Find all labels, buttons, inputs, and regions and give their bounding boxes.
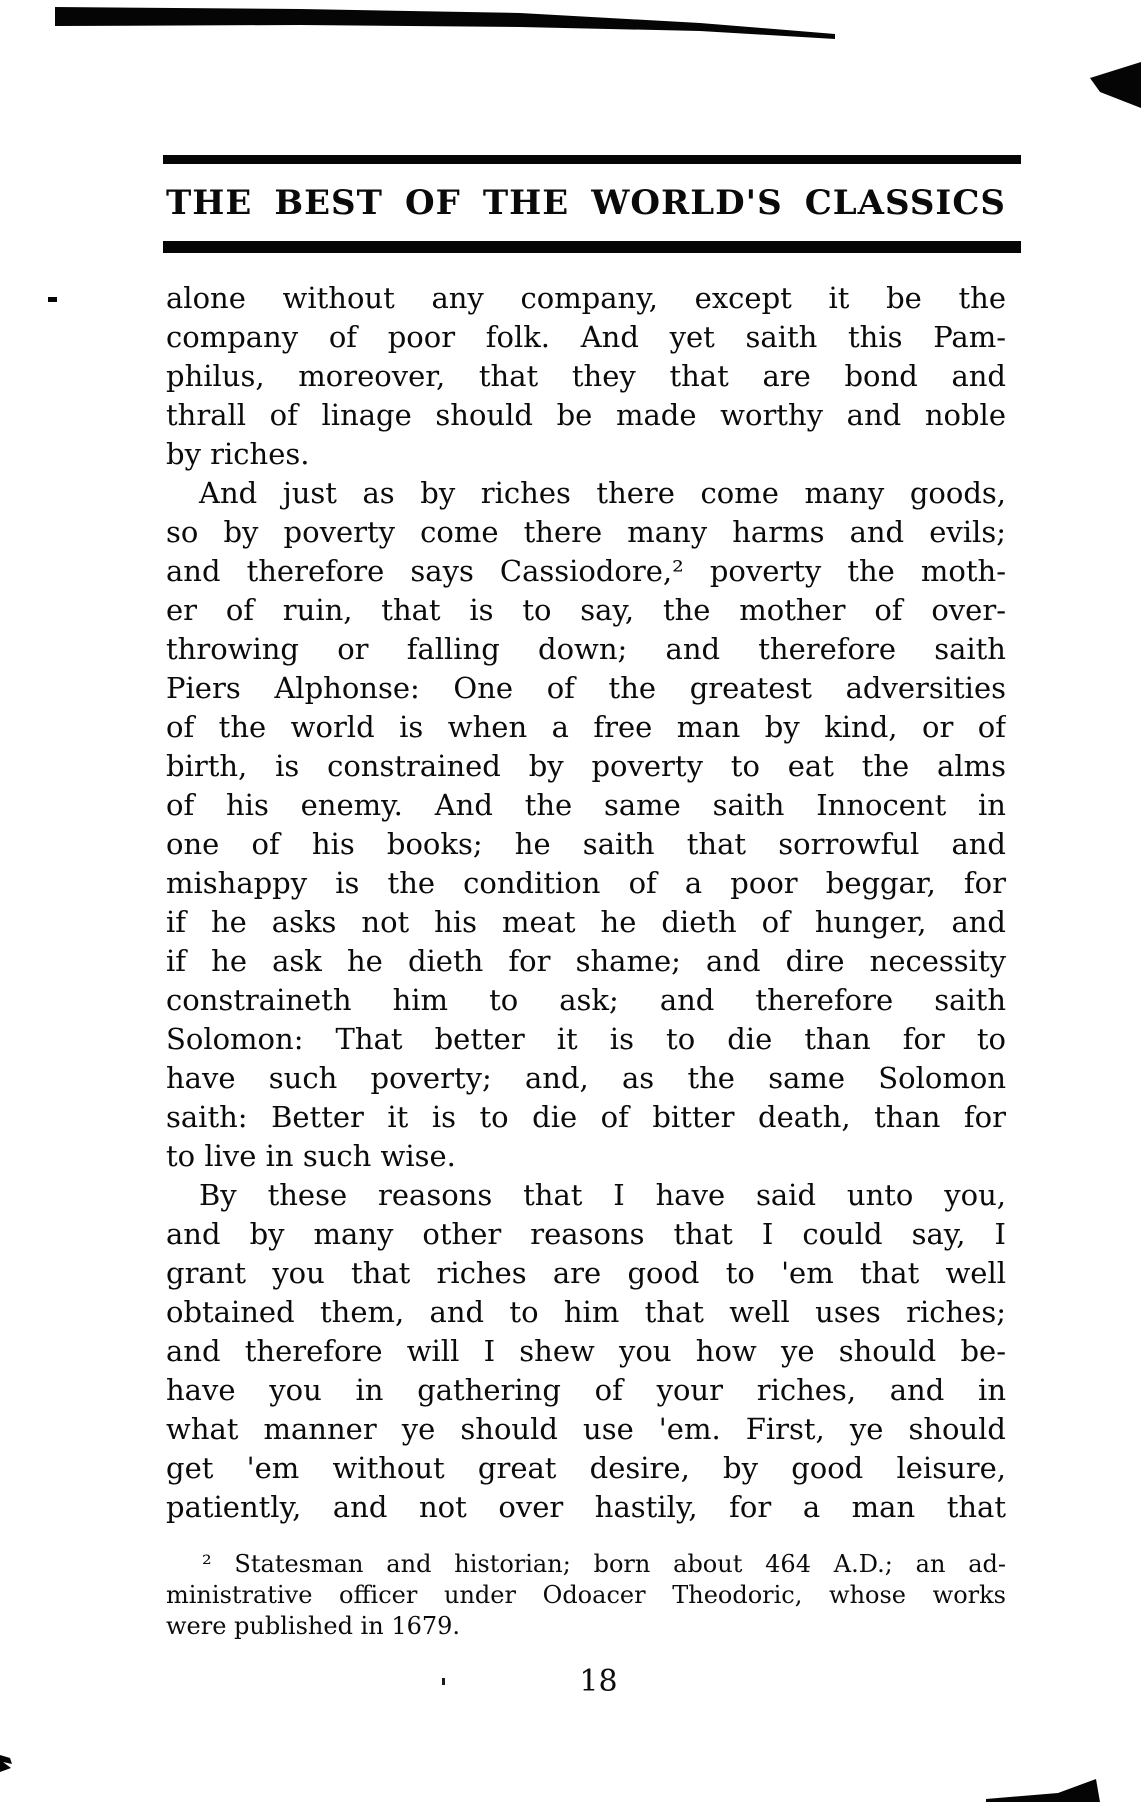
footnote-line: ² Statesman and historian; born about 464 A.D.; an ad- (202, 1550, 1006, 1578)
body-line: And just as by riches there come many goods, (199, 476, 1006, 510)
running-head (166, 183, 1006, 223)
body-line: patiently, and not over hastily, for a man that (166, 1490, 1006, 1524)
body-line: constraineth him to ask; and therefore saith (166, 983, 1006, 1017)
body-line: what manner ye should use 'em. First, ye should (166, 1412, 1006, 1446)
body-line: by riches. (166, 437, 310, 471)
body-line: alone without any company, except it be the (166, 281, 1006, 315)
body-line: to live in such wise. (166, 1139, 456, 1173)
paragraph (166, 279, 1006, 474)
running-head-word: THE (166, 183, 253, 223)
scan-smudge-top-right (1090, 62, 1141, 108)
body-line: get 'em without great desire, by good leisure, (166, 1451, 1006, 1485)
body-line: birth, is constrained by poverty to eat the alms (166, 749, 1006, 783)
running-head-word: CLASSICS (804, 183, 1006, 223)
running-head-word: THE (482, 183, 570, 223)
body-line: and therefore says Cassiodore,² poverty the moth- (166, 554, 1006, 588)
page-number: 18 (579, 1664, 618, 1699)
running-head-word: WORLD'S (591, 183, 783, 223)
body-line: of his enemy. And the same saith Innocent in (166, 788, 1006, 822)
header-rule-top (163, 155, 1021, 164)
scan-speck-bottom-left (0, 1755, 12, 1772)
running-head-word: OF (404, 183, 461, 223)
header-rule-bottom (163, 241, 1021, 253)
body-line: and by many other reasons that I could say, I (166, 1217, 1006, 1251)
footnote-line: ministrative officer under Odoacer Theodoric, whose works (166, 1581, 1006, 1609)
body-line: if he asks not his meat he dieth of hunger, and (166, 905, 1006, 939)
scan-smudge-bottom-right (986, 1779, 1100, 1802)
running-head-word: BEST (274, 183, 383, 223)
body-line: have you in gathering of your riches, and in (166, 1373, 1006, 1407)
paragraph (166, 474, 1006, 1176)
body-line: so by poverty come there many harms and evils; (166, 515, 1006, 549)
body-line: philus, moreover, that they that are bond and (166, 359, 1006, 393)
body-line: of the world is when a free man by kind, or of (166, 710, 1006, 744)
body-line: er of ruin, that is to say, the mother of over- (166, 593, 1006, 627)
body-line: By these reasons that I have said unto you, (199, 1178, 1006, 1212)
body-line: obtained them, and to him that well uses riches; (166, 1295, 1006, 1329)
body-line: one of his books; he saith that sorrowful and (166, 827, 1006, 861)
footnote (166, 1549, 1006, 1642)
footnote-line: were published in 1679. (166, 1612, 461, 1640)
body-line: Solomon: That better it is to die than for to (166, 1022, 1006, 1056)
body-line: company of poor folk. And yet saith this Pam- (166, 320, 1006, 354)
body-line: grant you that riches are good to 'em that well (166, 1256, 1006, 1290)
body-line: and therefore will I shew you how ye should be- (166, 1334, 1006, 1368)
body-text (166, 279, 1006, 1527)
paragraph (166, 1176, 1006, 1527)
scan-smudge-top-bar (55, 7, 835, 39)
scan-speck-left-margin (48, 297, 57, 302)
body-line: mishappy is the condition of a poor beggar, for (166, 866, 1006, 900)
body-line: thrall of linage should be made worthy and noble (166, 398, 1006, 432)
body-line: if he ask he dieth for shame; and dire necessity (166, 944, 1006, 978)
body-line: Piers Alphonse: One of the greatest adversities (166, 671, 1006, 705)
body-line: throwing or falling down; and therefore saith (166, 632, 1006, 666)
body-line: saith: Better it is to die of bitter death, than for (166, 1100, 1006, 1134)
body-line: have such poverty; and, as the same Solomon (166, 1061, 1006, 1095)
